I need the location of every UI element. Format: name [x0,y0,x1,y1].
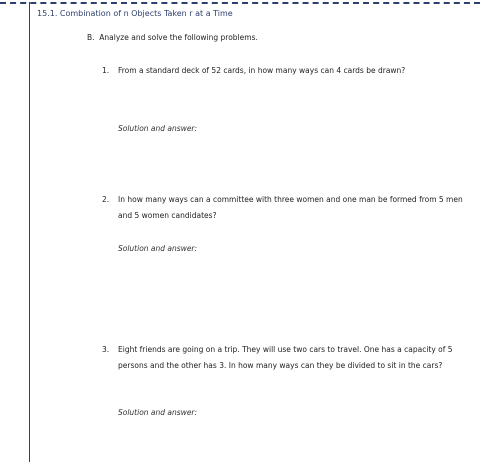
problem-3 [102,342,472,374]
top-dashed-border [0,2,480,4]
problem-text: Eight friends are going on a trip. They will use two cars to travel. One has a capacity of 5 persons and the other has 3. In how many ways can they be divided to sit in the cars? [118,345,453,370]
problem-number: 3. [102,345,110,354]
problem-text: From a standard deck of 52 cards, in how many ways can 4 cards be drawn? [118,66,406,75]
solution-label: Solution and answer: [118,244,198,253]
part-heading: B. Analyze and solve the following problems. [87,33,258,42]
solution-label: Solution and answer: [118,124,198,133]
solution-label: Solution and answer: [118,408,198,417]
left-margin-line [29,2,30,462]
problem-number: 2. [102,195,110,204]
problem-text: In how many ways can a committee with three women and one man be formed from 5 men and 5 women candidates? [118,195,463,220]
problem-2 [102,192,472,224]
problem-number: 1. [102,66,110,75]
problem-1 [102,63,472,79]
section-title: 15.1. Combination of n Objects Taken r at a Time [37,9,233,18]
